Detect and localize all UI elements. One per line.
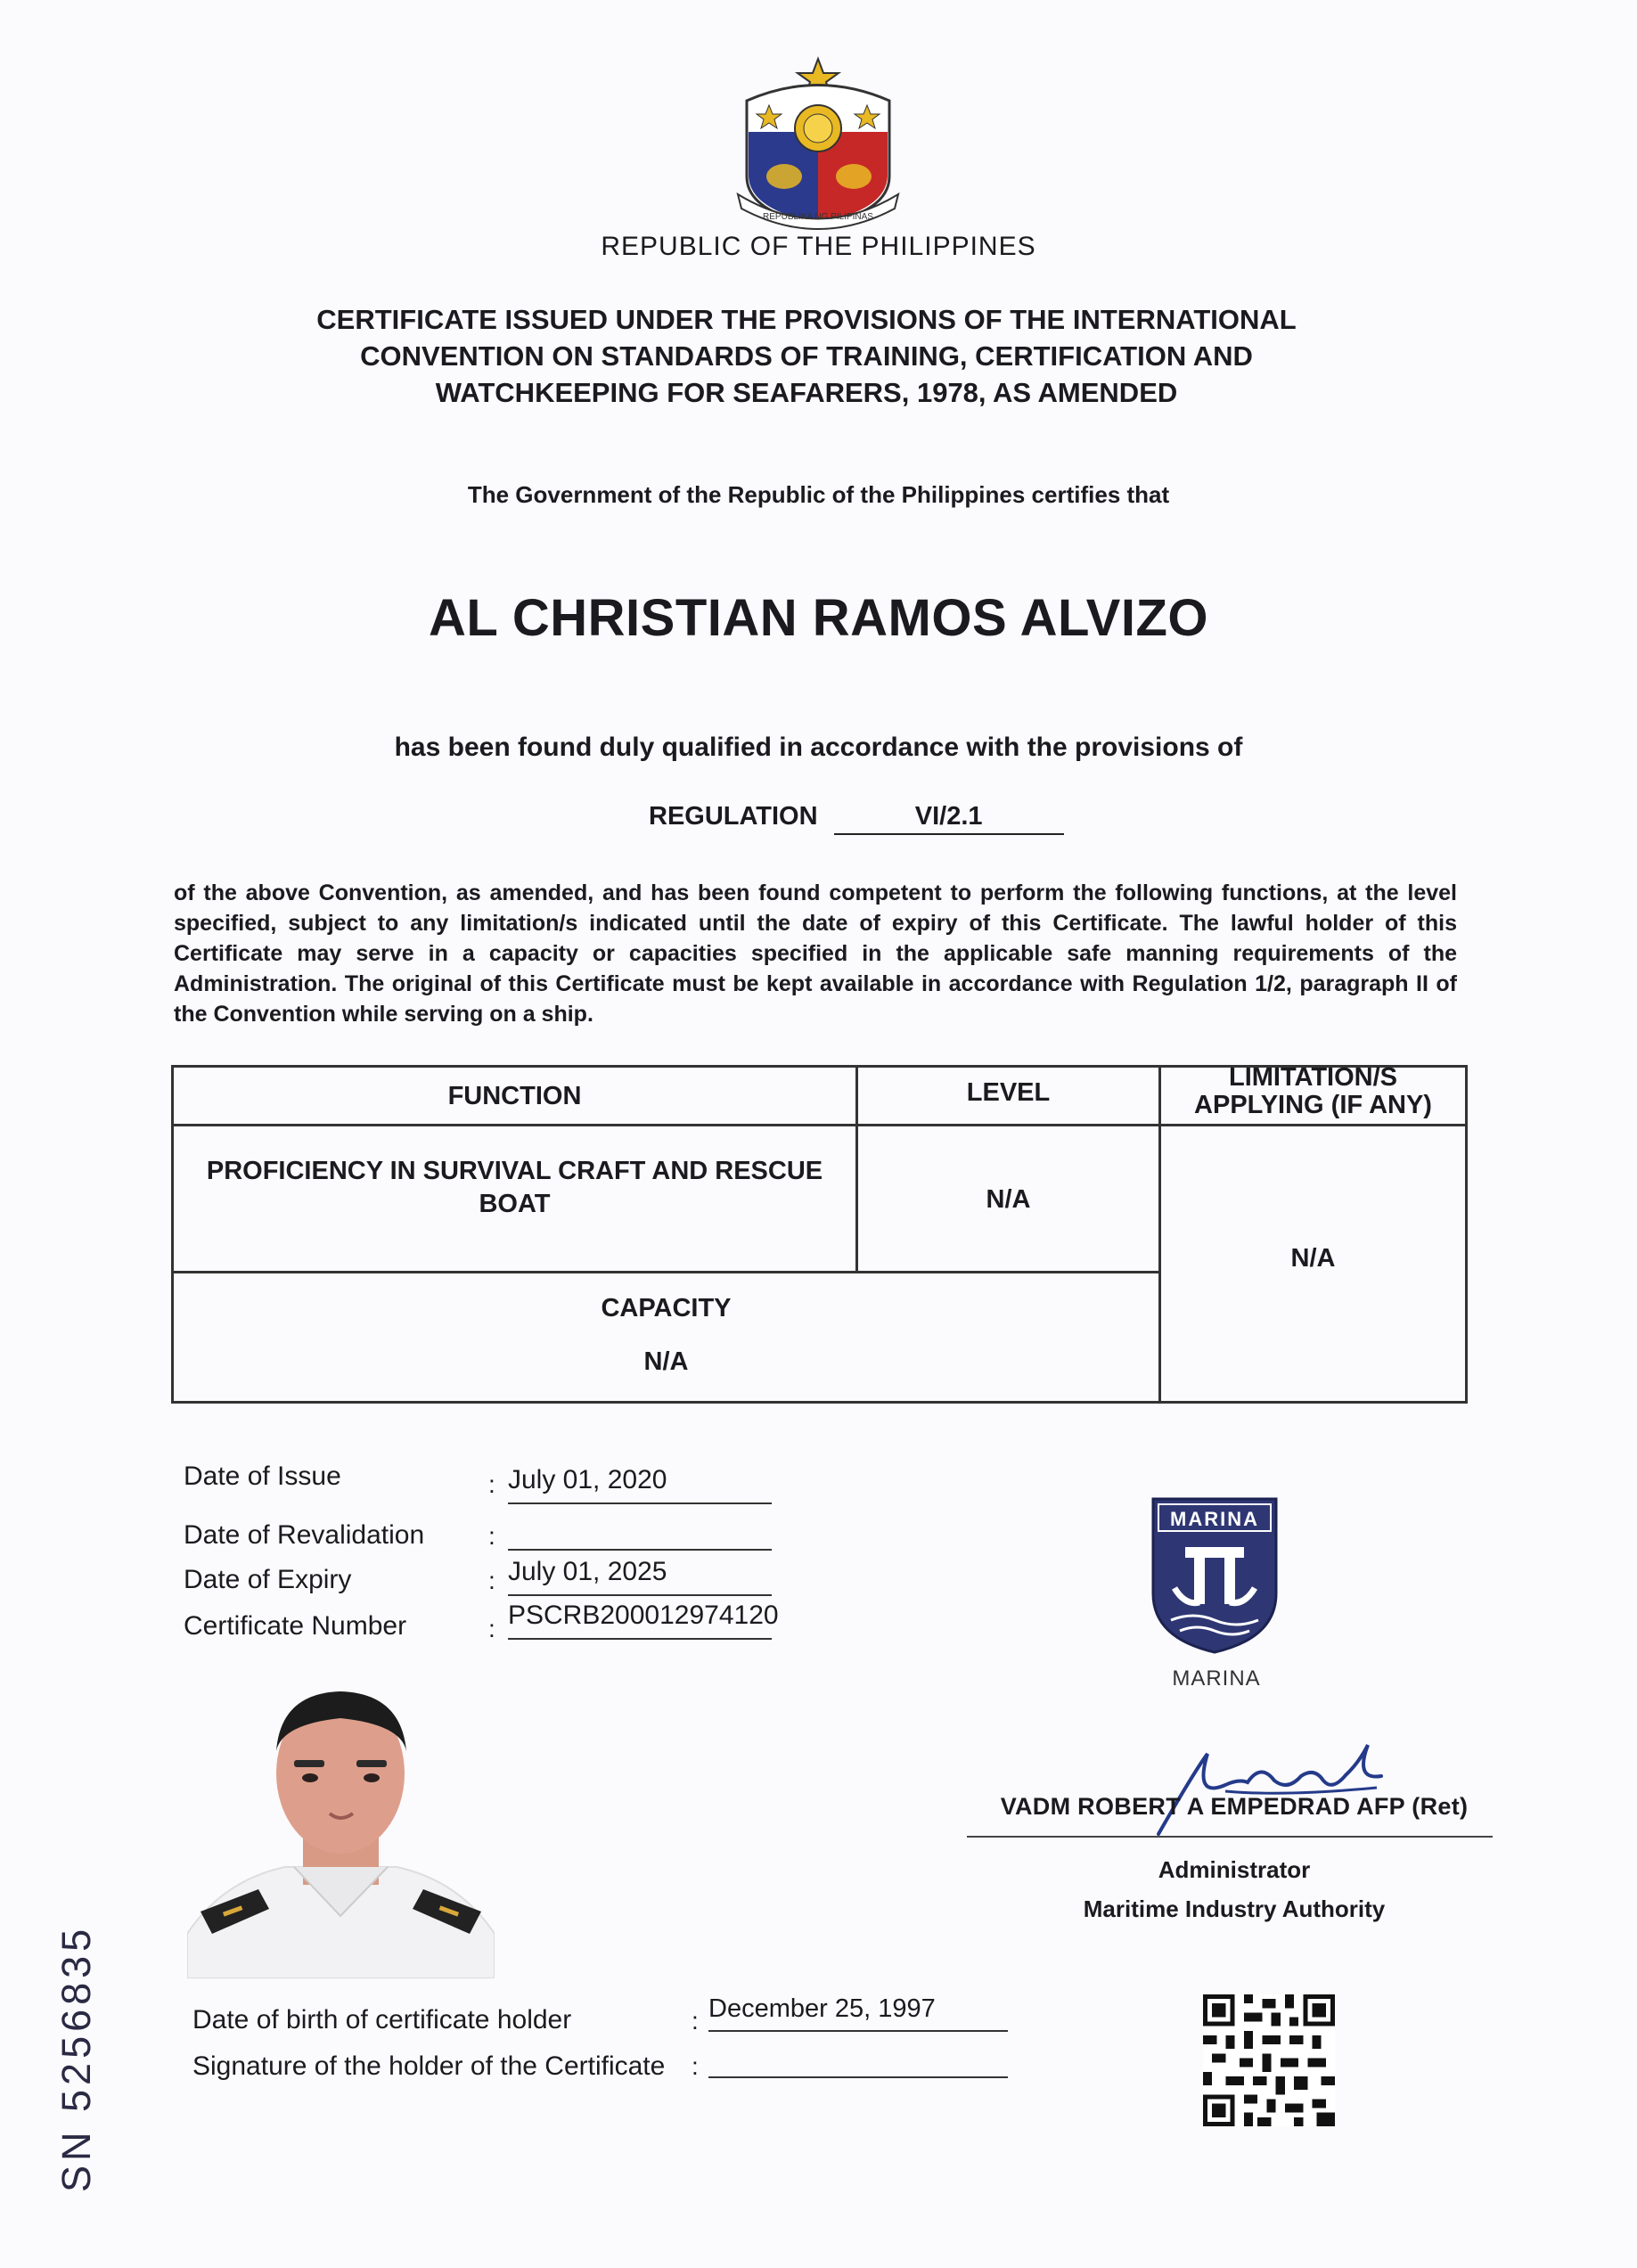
date-of-birth-colon: :: [692, 2007, 699, 2035]
level-header: LEVEL: [966, 1078, 1051, 1107]
capacity-header: CAPACITY: [601, 1294, 732, 1322]
holder-signature-line: [708, 2041, 1008, 2078]
date-of-issue-value: July 01, 2020: [508, 1465, 772, 1504]
date-of-revalidation-label: Date of Revalidation: [184, 1520, 425, 1550]
signature-line: [967, 1836, 1493, 1838]
date-of-issue-colon: :: [488, 1470, 495, 1498]
limitations-header: [1161, 1064, 1465, 1119]
certifies-statement: The Government of the Republic of the Philippines certifies that: [467, 481, 1170, 508]
republic-heading: REPUBLIC OF THE PHILIPPINES: [601, 232, 1036, 261]
marina-logo-text: MARINA: [1170, 1508, 1259, 1530]
date-of-revalidation-colon: :: [488, 1522, 495, 1550]
signatory-name: VADM ROBERT A EMPEDRAD AFP (Ret): [1000, 1793, 1469, 1820]
function-value-line-1: PROFICIENCY IN SURVIVAL CRAFT AND RESCUE: [206, 1157, 823, 1185]
regulation-row: [649, 802, 1064, 835]
table-capacity-divider: [174, 1271, 1161, 1273]
function-table: [171, 1065, 1468, 1404]
function-value-line-2: BOAT: [479, 1190, 551, 1218]
administrator-signature: [1141, 1736, 1408, 1843]
certificate-number-label: Certificate Number: [184, 1611, 407, 1641]
seal-motto-text: REPUBLIKA NG PILIPINAS: [763, 212, 873, 222]
stcw-line-1: CERTIFICATE ISSUED UNDER THE PROVISIONS OF THE INTERNATIONAL: [316, 304, 1297, 335]
qualified-statement: has been found duly qualified in accordance with the provisions of: [394, 733, 1243, 762]
signatory-title: Administrator: [1158, 1856, 1311, 1883]
stcw-line-3: WATCHKEEPING FOR SEAFARERS, 1978, AS AMENDED: [435, 377, 1178, 408]
date-of-expiry-value: July 01, 2025: [508, 1557, 772, 1596]
function-header: FUNCTION: [447, 1082, 582, 1110]
signatory-organization: Maritime Industry Authority: [1083, 1895, 1386, 1922]
convention-paragraph: of the above Convention, as amended, and has been found competent to perform the following functions, at the level specified, subject to any limitation/s indicated until the date of expiry of this Certificate. The lawful holder of this Certificate may serve in a capacity or capacities specified in the applicable safe manning requirements of the Administration. The original of this Certificate must be kept available in accordance with Regulation 1/2, paragraph II of the Convention while serving on a ship.: [174, 880, 1457, 1027]
table-header-divider: [174, 1124, 1465, 1126]
qr-code-icon: [1203, 1994, 1335, 2126]
serial-number: SN 5256835: [53, 1924, 99, 2192]
certificate-number-colon: :: [488, 1615, 495, 1642]
date-of-issue-label: Date of Issue: [184, 1462, 341, 1491]
level-value: N/A: [986, 1185, 1031, 1214]
holder-photo: [187, 1675, 495, 1978]
date-of-birth-value: December 25, 1997: [708, 1994, 1008, 2032]
limitations-value: N/A: [1290, 1244, 1336, 1273]
function-value: [174, 1155, 855, 1221]
limitations-header-line-2: APPLYING (IF ANY): [1194, 1091, 1432, 1119]
date-of-expiry-colon: :: [488, 1567, 495, 1594]
regulation-value: VI/2.1: [834, 802, 1064, 835]
stcw-certificate-heading: [294, 301, 1319, 411]
date-of-birth-label: Date of birth of certificate holder: [192, 2005, 572, 2035]
philippine-coat-of-arms-seal: [729, 52, 907, 234]
date-of-revalidation-value: [508, 1511, 772, 1551]
stcw-line-2: CONVENTION ON STANDARDS OF TRAINING, CERTIFICATION AND: [360, 340, 1253, 372]
marina-caption: MARINA: [1172, 1666, 1261, 1691]
marina-logo: [1150, 1495, 1280, 1656]
certificate-holder-name: AL CHRISTIAN RAMOS ALVIZO: [429, 589, 1208, 647]
certificate-number-value: PSCRB200012974120: [508, 1601, 772, 1640]
capacity-value: N/A: [643, 1347, 689, 1376]
regulation-label: REGULATION: [649, 802, 818, 831]
limitations-header-line-1: LIMITATION/S: [1228, 1063, 1397, 1092]
holder-signature-label: Signature of the holder of the Certificate: [192, 2051, 666, 2081]
date-of-expiry-label: Date of Expiry: [184, 1565, 352, 1594]
holder-signature-colon: :: [692, 2052, 699, 2080]
